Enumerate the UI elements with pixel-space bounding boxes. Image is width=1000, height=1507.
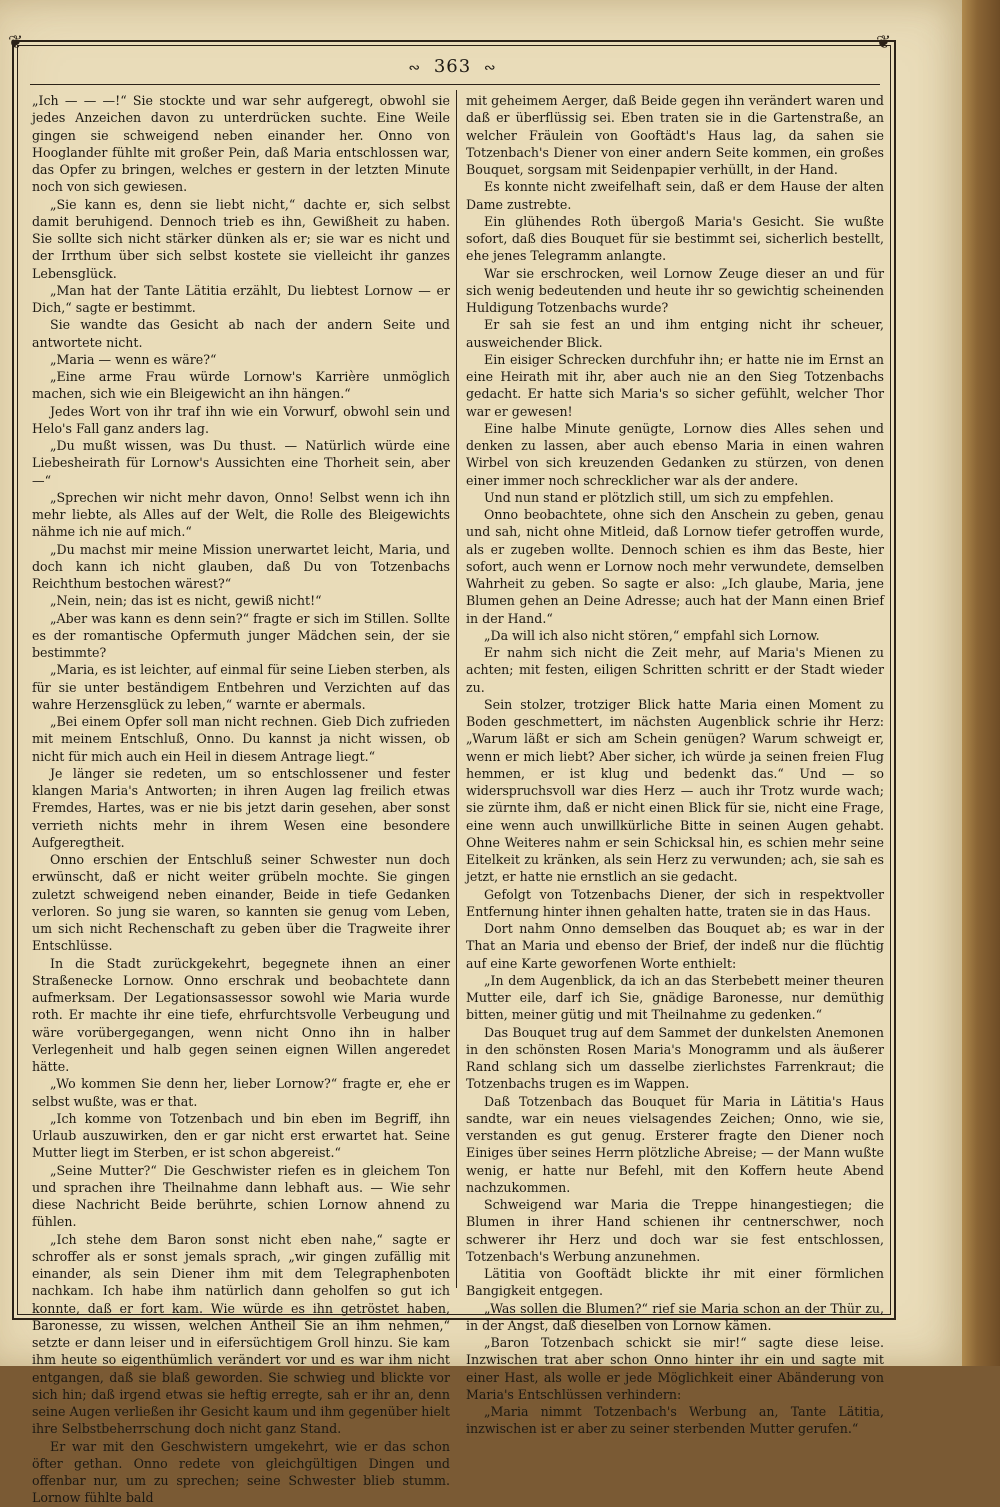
paragraph: „Seine Mutter?“ Die Geschwister riefen es in gleichem Ton und sprachen ihre Theilnahme dann lebhaft aus. — Wie sehr diese Nachricht Beide berührte, schien Lornow ahnend zu fühlen.	[32, 1162, 450, 1230]
corner-ornament-top-left: ❦	[8, 32, 24, 53]
paragraph: „In dem Augenblick, da ich an das Sterbebett meiner theuren Mutter eile, darf ich Sie, gnädige Baronesse, nur demüthig bitten, meiner gütig und mit Theilnahme zu gedenken.“	[466, 972, 884, 1023]
paragraph: „Du machst mir meine Mission unerwartet leicht, Maria, und doch kann ich nicht glauben, daß Du von Totzenbachs Reichthum bestochen wärest?“	[32, 541, 450, 591]
header-rule	[30, 84, 880, 85]
paragraph: Onno erschien der Entschluß seiner Schwester nun doch erwünscht, daß er nicht weiter grübeln mochte. Sie gingen zuletzt schweigend neben einander, Beide in tiefe Gedanken verloren. So jung sie waren, so kannten sie genug vom Leben, um sich nicht Rechenschaft zu geben über die Tragweite ihrer Entschlüsse.	[32, 852, 450, 954]
paragraph: Onno beobachtete, ohne sich den Anschein zu geben, genau und sah, nicht ohne Mitleid, daß Lornow tiefer getroffen wurde, als er zugeben wollte. Dennoch schien es ihm das Beste, hier sofort, auch wenn er Lornow noch mehr verwundete, demselben Wahrheit zu geben. So sagte er also: „Ich glaube, Maria, jene Blumen gehen an Deine Adresse; auch hat der Mann einen Brief in der Hand.“	[466, 507, 884, 626]
paragraph: War sie erschrocken, weil Lornow Zeuge dieser an und für sich wenig bedeutenden und heute ihr so gewichtig scheinenden Huldigung Totzenbachs wurde?	[466, 265, 884, 315]
paragraph: Daß Totzenbach das Bouquet für Maria in Lätitia's Haus sandte, war ein neues vielsagendes Zeichen; Onno, wie sie, verstanden es gut genug. Ersterer fragte den Diener noch Einiges über seines Herrn plötzliche Abreise; — der Mann wußte wenig, er hatte nur Befehl, mit den Koffern heute Abend nachzukommen.	[466, 1093, 884, 1195]
right-text-column	[466, 92, 884, 1438]
paragraph: „Was sollen die Blumen?“ rief sie Maria schon an der Thür zu, in der Angst, daß dieselben von Lornow kämen.	[466, 1300, 884, 1333]
paragraph: „Wo kommen Sie denn her, lieber Lornow?“ fragte er, ehe er selbst wußte, was er that.	[32, 1076, 450, 1109]
paragraph: Er nahm sich nicht die Zeit mehr, auf Maria's Mienen zu achten; mit festen, eiligen Schritten schritt er der Stadt wieder zu.	[466, 645, 884, 695]
paragraph: mit geheimem Aerger, daß Beide gegen ihn verändert waren und daß er überflüssig sei. Eben traten sie in die Gartenstraße, an welcher Fräulein von Gooftädt's Haus lag, da sahen sie Totzenbach's Diener von einer andern Seite kommen, ein großes Bouquet, sorgsam mit Seidenpapier verhüllt, in der Hand.	[466, 93, 884, 177]
paragraph: Gefolgt von Totzenbachs Diener, der sich in respektvoller Entfernung hinter ihnen gehalten hatte, traten sie in das Haus.	[466, 886, 884, 919]
paragraph: Jedes Wort von ihr traf ihn wie ein Vorwurf, obwohl sein und Helo's Fall ganz anders lag.	[32, 403, 450, 436]
paragraph: „Man hat der Tante Lätitia erzählt, Du liebtest Lornow — er Dich,“ sagte er bestimmt.	[32, 282, 450, 315]
paragraph: „Du mußt wissen, was Du thust. — Natürlich würde eine Liebesheirath für Lornow's Aussichten eine Thorheit sein, aber —“	[32, 438, 450, 488]
paragraph: Das Bouquet trug auf dem Sammet der dunkelsten Anemonen in den schönsten Rosen Maria's Monogramm und als äußerer Rand schlang sich um dasselbe zierlichstes Farrenkraut; die Totzenbachs trugen es im Wappen.	[466, 1024, 884, 1092]
paragraph: „Eine arme Frau würde Lornow's Karrière unmöglich machen, sich wie ein Bleigewicht an ihn hängen.“	[32, 369, 450, 402]
paragraph: „Nein, nein; das ist es nicht, gewiß nicht!“	[50, 593, 322, 609]
paragraph: Eine halbe Minute genügte, Lornow dies Alles sehen und denken zu lassen, aber auch ebenso Maria in einen wahren Wirbel von sich kreuzenden Gedanken zu stürzen, von denen einer immer noch schrecklicher war als der andere.	[466, 420, 884, 488]
paragraph: Er war mit den Geschwistern umgekehrt, wie er das schon öfter gethan. Onno redete von gleichgültigen Dingen und offenbar nur, um zu sprechen; seine Schwester blieb stumm. Lornow fühlte bald	[32, 1438, 450, 1506]
paragraph: „Da will ich also nicht stören,“ empfahl sich Lornow.	[484, 627, 820, 643]
paragraph: Ein glühendes Roth übergoß Maria's Gesicht. Sie wußte sofort, daß dies Bouquet für sie bestimmt sei, sicherlich bestellt, ehe jenes Telegramm anlangte.	[466, 213, 884, 264]
book-spine-edge	[962, 0, 1000, 1366]
paragraph: Je länger sie redeten, um so entschlossener und fester klangen Maria's Antworten; in ihren Augen lag freilich etwas Fremdes, Hartes, was er nie bis jetzt darin gesehen, aber sonst verrieth nichts mehr in ihrem Wesen eine besondere Aufgeregtheit.	[32, 765, 450, 850]
paragraph: „Maria — wenn es wäre?“	[50, 351, 217, 367]
left-text-column	[32, 92, 450, 1507]
header-ornament-left: ∾	[408, 60, 422, 76]
corner-ornament-top-right: ❦	[876, 32, 892, 53]
paragraph: „Baron Totzenbach schickt sie mir!“ sagte diese leise. Inzwischen trat aber schon Onno hinter ihr ein und sagte mit einer Hast, als wolle er jede Möglichkeit einer Abänderung von Maria's Entschlüssen verhindern:	[466, 1335, 884, 1402]
paragraph: Sein stolzer, trotziger Blick hatte Maria einen Moment zu Boden geschmettert, im nächsten Augenblick schrie ihr Herz: „Warum läßt er sich am Schein genügen? Warum schweigt er, wenn er mich liebt? Aber sicher, ich würde ja seinen freien Flug hemmen, er ist klug und bedenkt das.“ Und — so widerspruchsvoll war dies Herz — auch ihr Trotz wurde wach; sie zürnte ihm, daß er nicht einen Blick für sie, nicht eine Frage, eine wenn auch unwillkürliche Bitte in seinen Augen gehabt. Ohne Weiteres nahm er sein Schicksal hin, es schien mehr seine Eitelkeit zu kränken, als sein Herz zu verwunden; ach, sie sah es jetzt, er hatte nie ernstlich an sie gedacht.	[466, 696, 884, 885]
paragraph: „Ich stehe dem Baron sonst nicht eben nahe,“ sagte er schroffer als er sonst jemals sprach, „wir gingen zufällig mit einander, als sein Diener ihm mit dem Telegraphenboten nachkam. Ich habe ihm natürlich dann geholfen so gut ich konnte, daß er fort kam. Wie würde es ihn getröstet haben, Baronesse, zu wissen, welchen Antheil Sie an ihm nehmen,“ setzte er dann leiser und in eifersüchtigem Groll hinzu. Sie kam ihm heute so eigenthümlich verändert vor und es war ihm nicht entgangen, daß sie blaß geworden. Sie schwieg und blickte vor sich hin; daß irgend etwas sie heftig erregte, sah er ihr an, denn seine Augen verließen ihr Gesicht kaum und ihm gegenüber hielt ihre Selbstbeherrschung doch nicht ganz Stand.	[32, 1231, 450, 1437]
column-divider	[456, 90, 457, 1288]
paragraph: Und nun stand er plötzlich still, um sich zu empfehlen.	[484, 489, 834, 505]
paragraph: Schweigend war Maria die Treppe hinangestiegen; die Blumen in ihrer Hand schienen ihr centnerschwer, noch schwerer ihr Herz und doch war sie fest entschlossen, Totzenbach's Werbung anzunehmen.	[466, 1197, 884, 1264]
paragraph: Lätitia von Gooftädt blickte ihr mit einer förmlichen Bangigkeit entgegen.	[466, 1266, 884, 1299]
paragraph: Sie wandte das Gesicht ab nach der andern Seite und antwortete nicht.	[32, 317, 450, 350]
paragraph: „Sie kann es, denn sie liebt nicht,“ dachte er, sich selbst damit beruhigend. Dennoch trieb es ihn, Gewißheit zu haben. Sie sollte sich nicht stärker dünken als er; sie war es nicht und der Irrthum über sich selbst kostete sie vielleicht ihr ganzes Lebensglück.	[32, 196, 450, 281]
paragraph: „Ich komme von Totzenbach und bin eben im Begriff, ihn Urlaub auszuwirken, den er gar nicht erst erwartet hat. Seine Mutter liegt im Sterben, er ist schon abgereist.“	[32, 1110, 450, 1161]
page-number: 363	[433, 56, 472, 77]
paragraph: Es konnte nicht zweifelhaft sein, daß er dem Hause der alten Dame zustrebte.	[466, 179, 884, 212]
paragraph: „Aber was kann es denn sein?“ fragte er sich im Stillen. Sollte es der romantische Opfermuth junger Mädchen sein, der sie bestimmte?	[32, 610, 450, 660]
paragraph: „Bei einem Opfer soll man nicht rechnen. Gieb Dich zufrieden mit meinem Entschluß, Onno. Du kannst ja nicht wissen, ob nicht für mich auch ein Heil in diesem Antrage liegt.“	[32, 714, 450, 764]
paragraph: Dort nahm Onno demselben das Bouquet ab; es war in der That an Maria und ebenso der Brief, der indeß nur die flüchtig auf eine Karte geworfenen Worte enthielt:	[466, 921, 884, 971]
paragraph: „Maria, es ist leichter, auf einmal für seine Lieben sterben, als für sie unter beständigem Entbehren und Verzichten auf das wahre Herzensglück zu leben,“ warnte er abermals.	[32, 662, 450, 712]
paragraph: „Sprechen wir nicht mehr davon, Onno! Selbst wenn ich ihn mehr liebte, als Alles auf der Welt, die Rolle des Bleigewichts nähme ich nie auf mich.“	[32, 489, 450, 540]
paragraph: „Maria nimmt Totzenbach's Werbung an, Tante Lätitia, inzwischen ist er aber zu seiner sterbenden Mutter gerufen.“	[466, 1404, 884, 1437]
paragraph: „Ich — — —!“ Sie stockte und war sehr aufgeregt, obwohl sie jedes Anzeichen davon zu unterdrücken suchte. Eine Weile gingen sie schweigend neben einander her. Onno von Hooglander fühlte mit großer Pein, daß Maria entschlossen war, das Opfer zu bringen, welches er gestern in der letzten Minute noch von sich gewiesen.	[32, 93, 450, 195]
paragraph: In die Stadt zurückgekehrt, begegnete ihnen an einer Straßenecke Lornow. Onno erschrak und beobachtete dann aufmerksam. Der Legationsassessor sowohl wie Maria wurde roth. Er machte ihr eine tiefe, ehrfurchtsvolle Verbeugung und wäre vorübergegangen, wenn nicht Onno ihn in halber Verlegenheit und halb gegen seinen eignen Willen angeredet hätte.	[32, 955, 450, 1074]
header-ornament-right: ∾	[483, 60, 497, 76]
page-header	[0, 56, 905, 77]
paragraph: Ein eisiger Schrecken durchfuhr ihn; er hatte nie im Ernst an eine Heirath mit ihr, aber auch nie an den Sieg Totzenbachs gedacht. Er hatte sich Maria's so sicher gefühlt, welcher Thor war er gewesen!	[466, 351, 884, 419]
paragraph: Er sah sie fest an und ihm entging nicht ihr scheuer, ausweichender Blick.	[466, 317, 884, 350]
